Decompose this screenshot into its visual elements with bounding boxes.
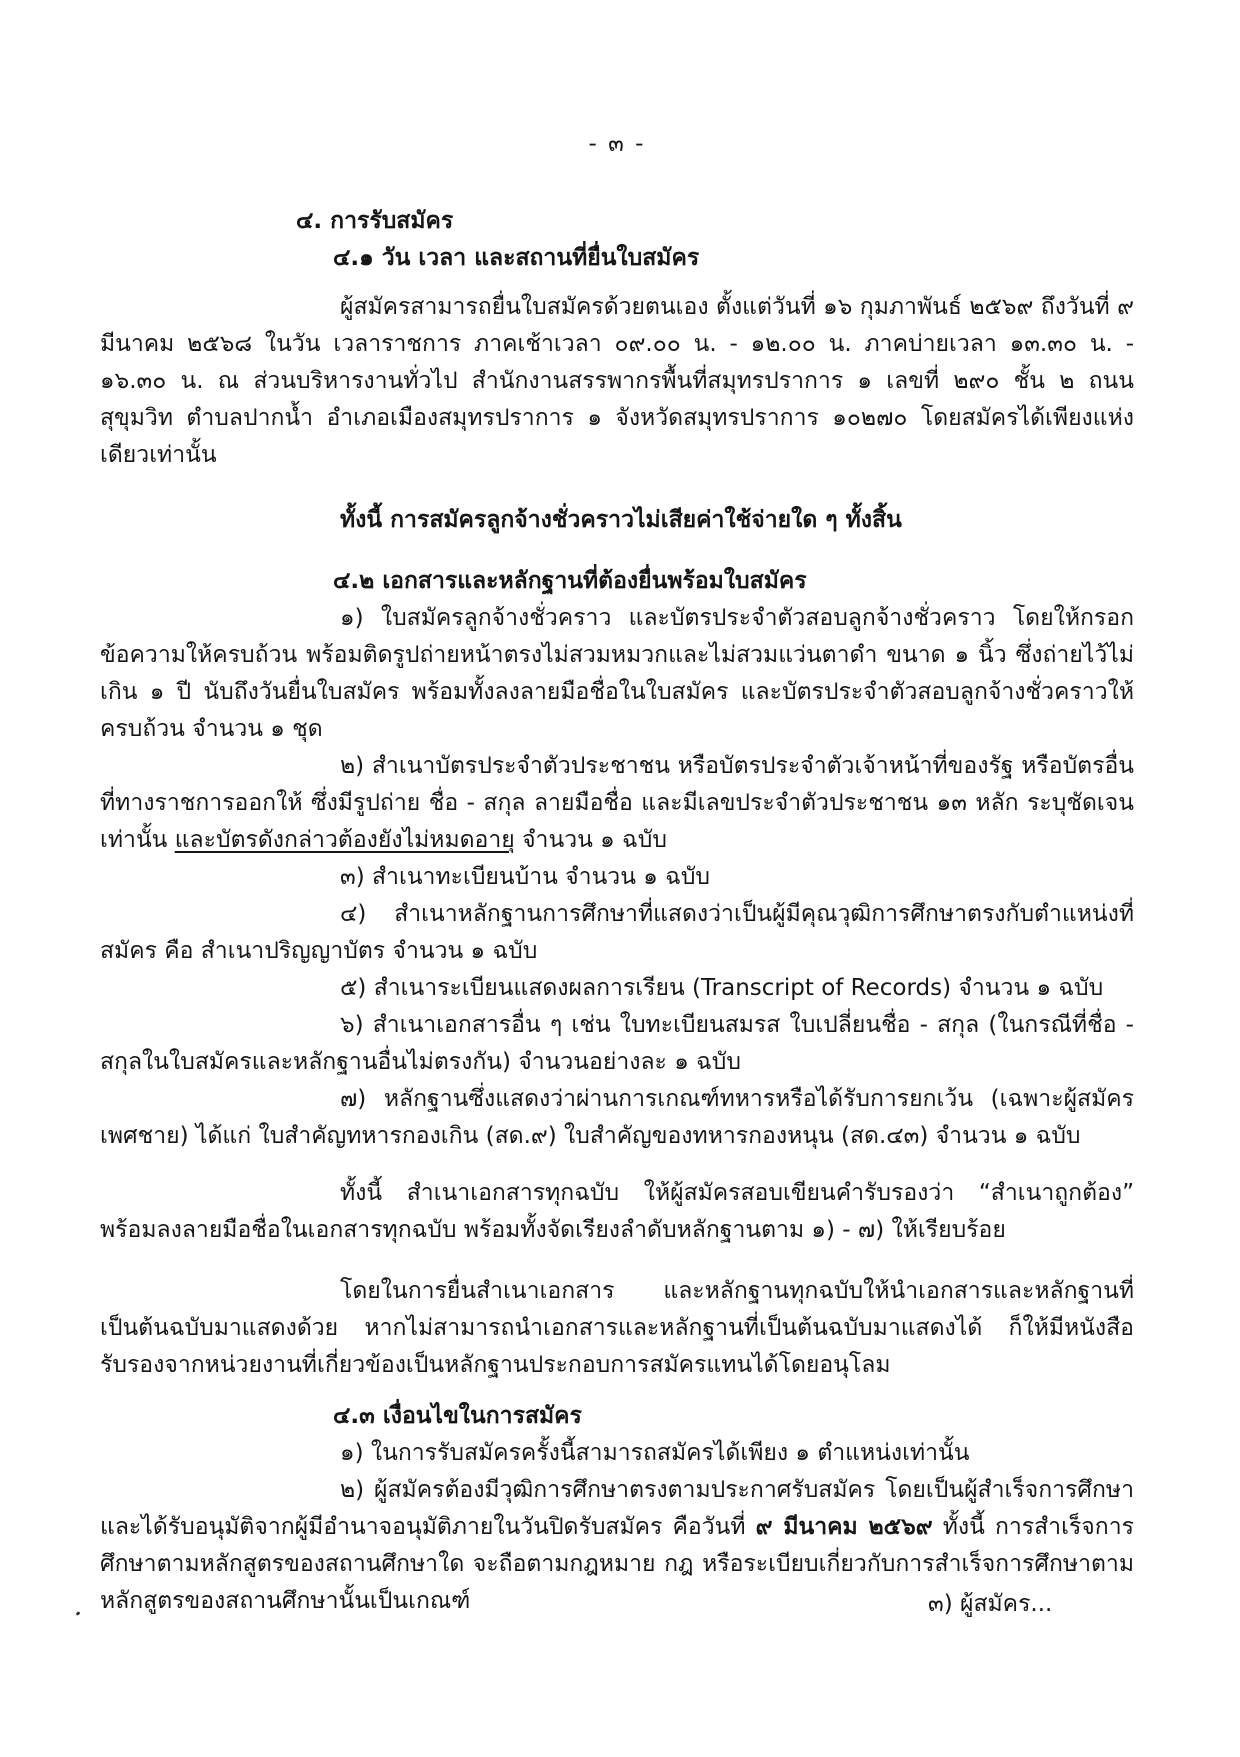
section-4-2-heading: ๔.๒ เอกสารและหลักฐานที่ต้องยื่นพร้อมใบสมัคร	[333, 568, 807, 594]
document-item-7: ๗) หลักฐานซึ่งแสดงว่าผ่านการเกณฑ์ทหารหรือได้รับการยกเว้น (เฉพาะผู้สมัครเพศชาย) ได้แก่ ใบสำคัญทหารกองเกิน (สด.๙) ใบสำคัญของทหารกองหนุน (สด.๔๓) จำนวน ๑ ฉบับ	[100, 1086, 1134, 1149]
section-4-heading: ๔. การรับสมัคร	[296, 208, 454, 234]
application-period-paragraph: ผู้สมัครสามารถยื่นใบสมัครด้วยตนเอง ตั้งแต่วันที่ ๑๖ กุมภาพันธ์ ๒๕๖๙ ถึงวันที่ ๙ มีนาคม ๒๕๖๘ ในวัน เวลาราชการ ภาคเช้าเวลา ๐๙.๐๐ น. - ๑๒.๐๐ น. ภาคบ่ายเวลา ๑๓.๓๐ น. - ๑๖.๓๐ น. ณ ส่วนบริหารงานทั่วไป สำนักงานสรรพากรพื้นที่สมุทรปราการ ๑ เลขที่ ๒๙๐ ชั้น ๒ ถนนสุขุมวิท ตำบลปากน้ำ อำเภอเมืองสมุทรปราการ ๑ จังหวัดสมุทรปราการ ๑๐๒๗๐ โดยสมัครได้เพียงแห่งเดียวเท่านั้น	[100, 294, 1134, 468]
item-2-underlined-phrase: และบัตรดังกล่าวต้องยังไม่หมดอายุ	[174, 827, 515, 853]
item-2-text: ๒) สำเนาบัตรประจำตัวประชาชน หรือบัตรประจำตัวเจ้าหน้าที่ของรัฐ หรือบัตรอื่นที่ทางราชการออกให้ ซึ่งมีรูปถ่าย ชื่อ - สกุล ลายมือชื่อ และมีเลขประจำตัวประชาชน ๑๓ หลัก ระบุชัดเจนเท่านั้น	[100, 753, 1134, 853]
condition-2-deadline-date: ๙ มีนาคม ๒๕๖๙	[755, 1514, 933, 1540]
condition-2-text: ๒) ผู้สมัครต้องมีวุฒิการศึกษาตรงตามประกาศรับสมัคร โดยเป็นผู้สำเร็จการศึกษาและได้รับอนุมัติจากผู้มีอำนาจอนุมัติภายในวันปิดรับสมัคร คือวันที่	[100, 1477, 1134, 1540]
item-2-text-end: จำนวน ๑ ฉบับ	[514, 827, 667, 853]
page-continuation-marker: ๓) ผู้สมัคร...	[928, 1591, 1053, 1617]
document-item-4: ๔) สำเนาหลักฐานการศึกษาที่แสดงว่าเป็นผู้มีคุณวุฒิการศึกษาตรงกับตำแหน่งที่สมัคร คือ สำเนาปริญญาบัตร จำนวน ๑ ฉบับ	[100, 901, 1134, 964]
document-item-2	[100, 748, 1134, 859]
no-fee-note: ทั้งนี้ การสมัครลูกจ้างชั่วคราวไม่เสียค่าใช้จ่ายใด ๆ ทั้งสิ้น	[340, 507, 902, 533]
scan-artifact-dot	[76, 1611, 81, 1616]
document-item-1: ๑) ใบสมัครลูกจ้างชั่วคราว และบัตรประจำตัวสอบลูกจ้างชั่วคราว โดยให้กรอกข้อความให้ครบถ้วน พร้อมติดรูปถ่ายหน้าตรงไม่สวมหมวกและไม่สวมแว่นตาดำ ขนาด ๑ นิ้ว ซึ่งถ่ายไว้ไม่เกิน ๑ ปี นับถึงวันยื่นใบสมัคร พร้อมทั้งลงลายมือชื่อในใบสมัคร และบัตรประจำตัวสอบลูกจ้างชั่วคราวให้ครบถ้วน จำนวน ๑ ชุด	[100, 605, 1134, 742]
original-documents-note: โดยในการยื่นสำเนาเอกสาร และหลักฐานทุกฉบับให้นำเอกสารและหลักฐานที่เป็นต้นฉบับมาแสดงด้วย หากไม่สามารถนำเอกสารและหลักฐานที่เป็นต้นฉบับมาแสดงได้ ก็ให้มีหนังสือรับรองจากหน่วยงานที่เกี่ยวข้องเป็นหลักฐานประกอบการสมัครแทนได้โดยอนุโลม	[100, 1278, 1134, 1378]
document-item-3: ๓) สำเนาทะเบียนบ้าน จำนวน ๑ ฉบับ	[340, 864, 711, 890]
copy-certification-note: ทั้งนี้ สำเนาเอกสารทุกฉบับ ให้ผู้สมัครสอบเขียนคำรับรองว่า “สำเนาถูกต้อง” พร้อมลงลายมือชื่อในเอกสารทุกฉบับ พร้อมทั้งจัดเรียงลำดับหลักฐานตาม ๑) - ๗) ให้เรียบร้อย	[100, 1180, 1134, 1243]
section-4-1-heading: ๔.๑ วัน เวลา และสถานที่ยื่นใบสมัคร	[333, 245, 700, 271]
section-4-3-heading: ๔.๓ เงื่อนไขในการสมัคร	[333, 1403, 582, 1429]
condition-2-text-end: ทั้งนี้ การสำเร็จการศึกษาตามหลักสูตรของสถานศึกษาใด จะถือตามกฎหมาย กฎ หรือระเบียบเกี่ยวกับการสำเร็จการศึกษาตามหลักสูตรของสถานศึกษานั้นเป็นเกณฑ์	[100, 1514, 1134, 1614]
condition-item-1: ๑) ในการรับสมัครครั้งนี้สามารถสมัครได้เพียง ๑ ตำแหน่งเท่านั้น	[340, 1440, 970, 1466]
document-item-5: ๕) สำเนาระเบียนแสดงผลการเรียน (Transcript of Records) จำนวน ๑ ฉบับ	[340, 975, 1104, 1001]
document-item-6: ๖) สำเนาเอกสารอื่น ๆ เช่น ใบทะเบียนสมรส ใบเปลี่ยนชื่อ - สกุล (ในกรณีที่ชื่อ - สกุลในใบสมัครและหลักฐานอื่นไม่ตรงกัน) จำนวนอย่างละ ๑ ฉบับ	[100, 1012, 1134, 1075]
page-number: - ๓ -	[588, 131, 646, 157]
